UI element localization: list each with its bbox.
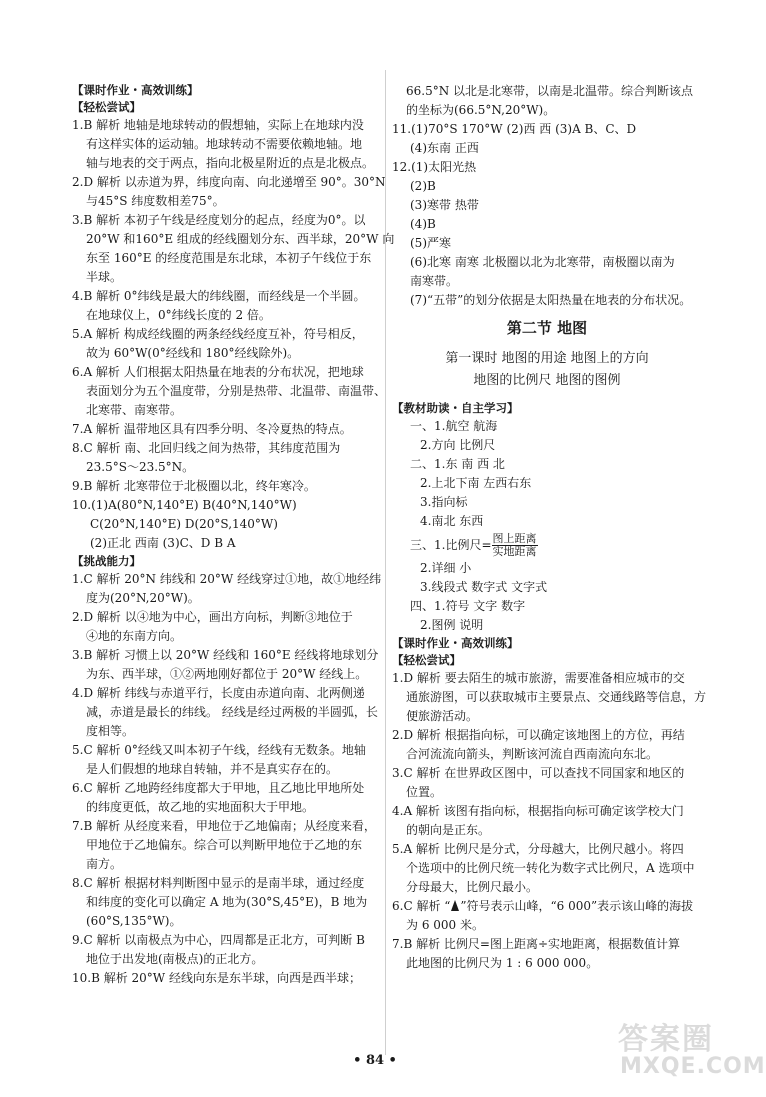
answer-line: C(20°N,140°E) D(20°S,140°W) bbox=[90, 517, 278, 531]
study-line: 四、1.符号 文字 数字 bbox=[410, 599, 526, 613]
answer-line: (4)B bbox=[410, 217, 436, 231]
study-line: 3.指向标 bbox=[420, 495, 468, 509]
answer-line: 66.5°N 以北是北寒带，以南是北温带。综合判断该点 bbox=[406, 84, 694, 98]
answer-line: 南方。 bbox=[86, 857, 123, 871]
answer-line: 有这样实体的运动轴。地球转动不需要依赖地轴。地 bbox=[86, 137, 363, 151]
answer-line: (4)东南 正西 bbox=[410, 141, 479, 155]
answer-line: 表面划分为五个温度带，分别是热带、北温带、南温带、 bbox=[86, 384, 387, 398]
answer-line: 此地图的比例尺为 1 : 6 000 000。 bbox=[406, 956, 599, 970]
answer-line: 个选项中的比例尺统一转化为数字式比例尺，A 选项中 bbox=[406, 861, 695, 875]
answer-line: 东至 160°E 的经度范围是东北球，本初子午线位于东 bbox=[86, 251, 372, 265]
answer-line: (2)B bbox=[410, 179, 436, 193]
section-header-easy: 【轻松尝试】 bbox=[72, 100, 141, 114]
study-line: 2.详细 小 bbox=[420, 561, 472, 575]
study-line: 二、1.东 南 西 北 bbox=[410, 457, 505, 471]
page-number: • 84 • bbox=[353, 1053, 397, 1068]
section-header-homework: 【课时作业・高效训练】 bbox=[72, 83, 199, 97]
answer-line: 20°W 和160°E 组成的经线圈划分东、西半球，20°W 向 bbox=[86, 232, 395, 246]
fraction-numerator: 图上距离 bbox=[492, 532, 537, 545]
answer-6-prefix: 6.C 解析 “ bbox=[392, 899, 451, 913]
answer-line: 7.A 解析 温带地区具有四季分明、冬冷夏热的特点。 bbox=[72, 422, 352, 436]
answer-line: 9.B 解析 北寒带位于北极圈以北，终年寒冷。 bbox=[72, 479, 316, 493]
answer-line: 5.A 解析 比例尺是分式，分母越大，比例尺越小。将四 bbox=[392, 842, 684, 856]
answer-line: 3.B 解析 习惯上以 20°W 经线和 160°E 经线将地球划分 bbox=[72, 648, 379, 662]
answer-line: (60°S,135°W)。 bbox=[86, 914, 182, 928]
answer-line: 在地球仪上，0°纬线长度的 2 倍。 bbox=[86, 308, 271, 322]
answer-line: 6.A 解析 人们根据太阳热量在地表的分布状况，把地球 bbox=[72, 365, 364, 379]
answer-line: 1.D 解析 要去陌生的城市旅游，需要准备相应城市的交 bbox=[392, 671, 685, 685]
answer-line: 半球。 bbox=[86, 270, 123, 284]
answer-line: 南寒带。 bbox=[410, 274, 459, 288]
answer-line: 和纬度的变化可以确定 A 地为(30°S,45°E)，B 地为 bbox=[86, 895, 368, 909]
left-column bbox=[72, 82, 395, 988]
answer-line: 度相等。 bbox=[86, 724, 135, 738]
answer-line: 4.A 解析 该图有指向标，根据指向标可确定该学校大门 bbox=[392, 804, 684, 818]
scale-formula-prefix: 三、1.比例尺= bbox=[410, 538, 492, 552]
watermark-url-text: MXQE.COM bbox=[620, 1054, 766, 1079]
answer-line: 合河流流向箭头，判断该河流自西南流向东北。 bbox=[406, 747, 659, 761]
lesson-title-line-1: 第一课时 地图的用途 地图上的方向 bbox=[445, 351, 649, 366]
answer-line: 7.B 解析 从经度来看，甲地位于乙地偏南；从经度来看， bbox=[72, 819, 376, 833]
answer-line: 4.D 解析 纬线与赤道平行，长度由赤道向南、北两侧递 bbox=[72, 686, 365, 700]
answer-line: (7)“五带”的划分依据是太阳热量在地表的分布状况。 bbox=[410, 293, 692, 307]
answer-line: 通旅游图，可以获取城市主要景点、交通线路等信息，方 bbox=[406, 690, 707, 704]
answer-line: 11.(1)70°S 170°W (2)西 西 (3)A B、C、D bbox=[392, 122, 637, 136]
answer-6-suffix: ”符号表示山峰，“6 000”表示该山峰的海拔 bbox=[460, 899, 694, 913]
answer-line: 度为(20°N,20°W)。 bbox=[86, 591, 200, 605]
answer-line: 4.B 解析 0°纬线是最大的纬线圈，而经线是一个半圆。 bbox=[72, 289, 366, 303]
answer-line: 23.5°S～23.5°N。 bbox=[86, 460, 195, 474]
answer-line: 12.(1)太阳光热 bbox=[392, 160, 477, 174]
answer-line: 5.C 解析 0°经线又叫本初子午线，经线有无数条。地轴 bbox=[72, 743, 366, 757]
answer-line: 轴与地表的交于两点，指向北极星附近的点是北极点。 bbox=[86, 156, 375, 170]
scale-fraction bbox=[492, 533, 538, 558]
answer-line: 7.B 解析 比例尺=图上距离÷实地距离，根据数值计算 bbox=[392, 937, 681, 951]
study-line: 2.方向 比例尺 bbox=[420, 438, 496, 452]
answer-line: 为 6 000 米。 bbox=[406, 918, 484, 932]
answer-line: 2.D 解析 以赤道为界，纬度向南、向北递增至 90°。30°N bbox=[72, 175, 386, 189]
answer-line: 5.A 解析 构成经线圈的两条经线经度互补，符号相反， bbox=[72, 327, 364, 341]
answer-line: 9.C 解析 以南极点为中心，四周都是正北方，可判断 B bbox=[72, 933, 365, 947]
answer-line: 减，赤道是最长的纬线。 经线是经过两极的半圆弧，长 bbox=[86, 705, 378, 719]
answer-line: 地位于出发地(南极点)的正北方。 bbox=[86, 952, 264, 966]
answer-line: 2.D 解析 以④地为中心，画出方向标，判断③地位于 bbox=[72, 610, 353, 624]
answer-line: 6.C 解析 乙地跨经纬度都大于甲地，且乙地比甲地所处 bbox=[72, 781, 365, 795]
section-header-challenge: 【挑战能力】 bbox=[72, 554, 141, 568]
section-title: 第二节 地图 bbox=[506, 319, 588, 337]
scale-formula bbox=[392, 531, 702, 559]
answer-line: (6)北寒 南寒 北极圈以北为北寒带，南极圈以南为 bbox=[410, 255, 675, 269]
watermark-logo-text: 答案圈 bbox=[618, 1022, 714, 1057]
answer-line: (3)寒带 热带 bbox=[410, 198, 479, 212]
site-watermark bbox=[612, 1010, 766, 1088]
answer-line: 2.D 解析 根据指向标，可以确定该地图上的方位，再结 bbox=[392, 728, 685, 742]
study-line: 4.南北 东西 bbox=[420, 514, 484, 528]
answer-line: 10.B 解析 20°W 经线向东是东半球，向西是西半球； bbox=[72, 971, 361, 985]
answer-line: 10.(1)A(80°N,140°E) B(40°N,140°W) bbox=[72, 498, 297, 512]
answer-line: 故为 60°W(0°经线和 180°经线除外)。 bbox=[86, 346, 300, 360]
answer-line: 分母最大，比例尺最小。 bbox=[406, 880, 539, 894]
study-line: 2.上北下南 左西右东 bbox=[420, 476, 532, 490]
answer-line: 位置。 bbox=[406, 785, 443, 799]
answer-line: 8.C 解析 南、北回归线之间为热带，其纬度范围为 bbox=[72, 441, 341, 455]
answer-line: 为东、西半球，①②两地刚好都位于 20°W 经线上。 bbox=[86, 667, 368, 681]
study-line: 一、1.航空 航海 bbox=[410, 419, 498, 433]
answer-line: 是人们假想的地球自转轴，并不是真实存在的。 bbox=[86, 762, 339, 776]
right-column bbox=[392, 82, 707, 973]
section-header-homework: 【课时作业・高效训练】 bbox=[392, 636, 519, 650]
fraction-denominator: 实地距离 bbox=[492, 545, 537, 558]
section-header-easy: 【轻松尝试】 bbox=[392, 653, 461, 667]
answer-line: 北寒带、南寒带。 bbox=[86, 403, 183, 417]
answer-line: 3.C 解析 在世界政区图中，可以查找不同国家和地区的 bbox=[392, 766, 685, 780]
answer-line: 8.C 解析 根据材料判断图中显示的是南半球，通过经度 bbox=[72, 876, 365, 890]
answer-line: 1.B 解析 地轴是地球转动的假想轴，实际上在地球内没 bbox=[72, 118, 364, 132]
answer-line: 与45°S 纬度数相差75°。 bbox=[86, 194, 225, 208]
lesson-title-line-2: 地图的比例尺 地图的图例 bbox=[473, 373, 621, 388]
answer-line: 便旅游活动。 bbox=[406, 709, 479, 723]
answer-line: 的朝向是正东。 bbox=[406, 823, 491, 837]
answer-line: (5)严寒 bbox=[410, 236, 451, 250]
answer-line: (2)正北 西南 (3)C、D B A bbox=[90, 536, 236, 550]
section-header-study: 【教材助读・自主学习】 bbox=[392, 401, 519, 415]
answer-line: ④地的东南方向。 bbox=[86, 629, 183, 643]
answer-line: 甲地位于乙地偏东。综合可以判断甲地位于乙地的东 bbox=[86, 838, 363, 852]
answer-line: 的纬度更低，故乙地的实地面积大于甲地。 bbox=[86, 800, 315, 814]
answer-line: 3.B 解析 本初子午线是经度划分的起点，经度为0°。以 bbox=[72, 213, 366, 227]
answer-line bbox=[392, 897, 702, 916]
answer-line: 的坐标为(66.5°N,20°W)。 bbox=[406, 103, 556, 117]
answer-line: 1.C 解析 20°N 纬线和 20°W 经线穿过①地，故①地经纬 bbox=[72, 572, 382, 586]
study-line: 2.图例 说明 bbox=[420, 618, 484, 632]
study-line: 3.线段式 数字式 文字式 bbox=[420, 580, 548, 594]
mountain-peak-icon bbox=[451, 900, 459, 911]
